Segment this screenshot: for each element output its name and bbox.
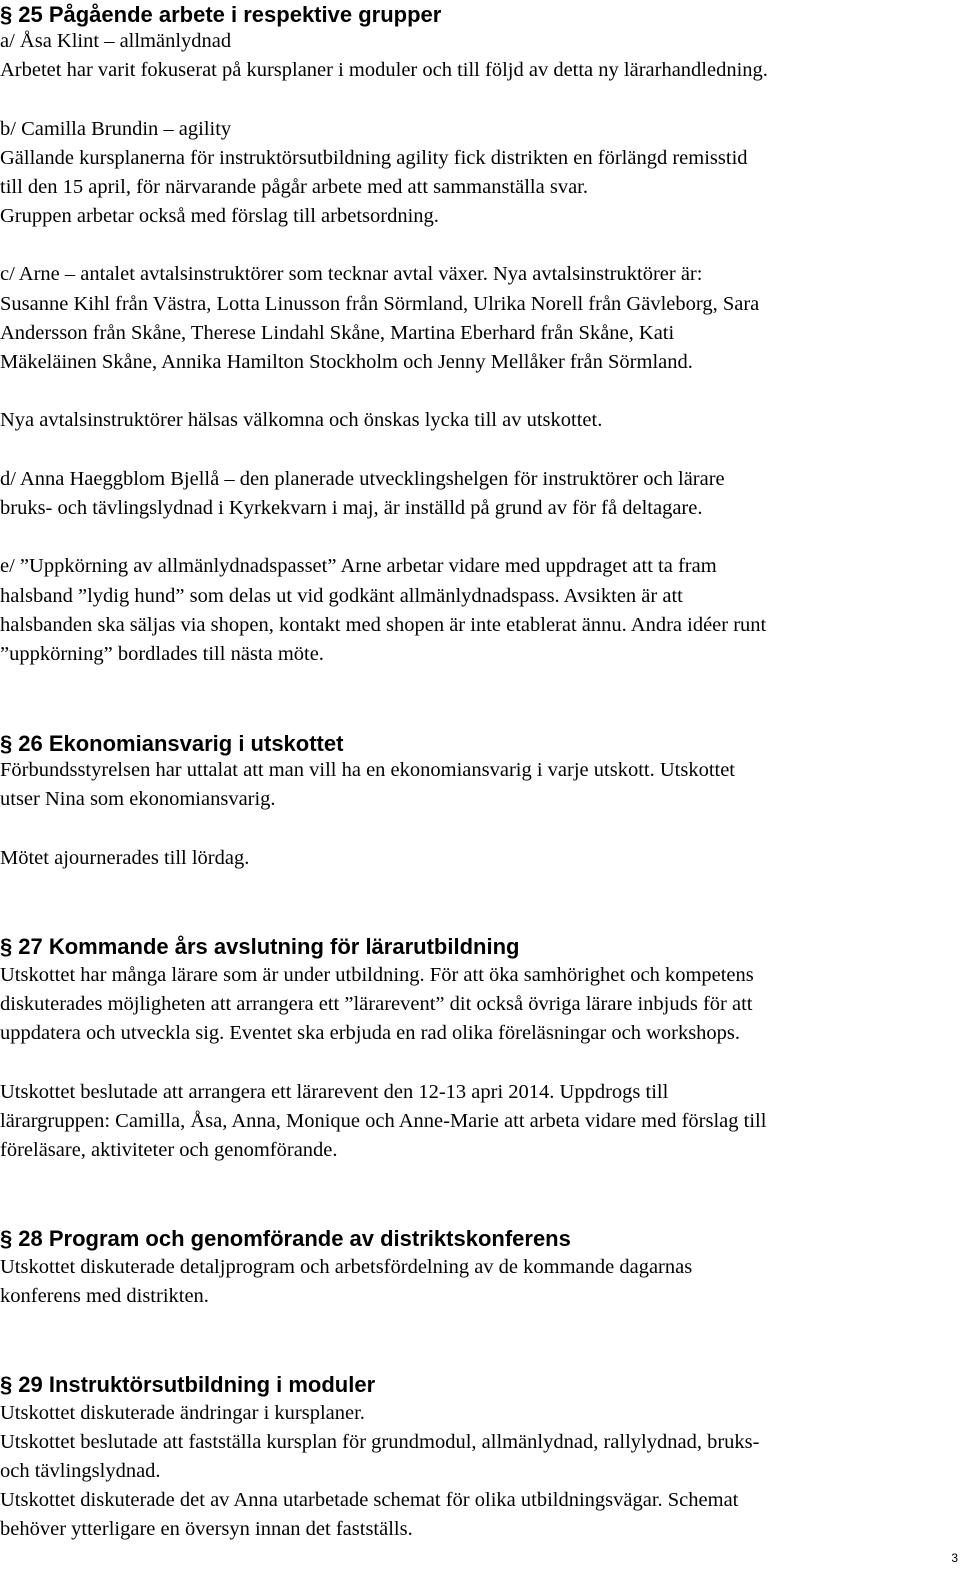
section-mark: § (0, 2, 13, 27)
page-number: 3 (951, 1551, 958, 1565)
section-29-line: Utskottet diskuterade ändringar i kursplaner. (0, 1402, 365, 1424)
section-27-line: lärargruppen: Camilla, Åsa, Anna, Monique och Anne-Marie att arbeta vidare med förslag till (0, 1110, 767, 1132)
section-25-line: b/ Camilla Brundin – agility (0, 118, 232, 140)
section-27-line: uppdatera och utveckla sig. Eventet ska erbjuda en rad olika föreläsningar och workshops. (0, 1022, 741, 1044)
section-25-line: d/ Anna Haeggblom Bjellå – den planerade utvecklingshelgen för instruktörer och lärare (0, 468, 725, 490)
section-29-line: Utskottet diskuterade det av Anna utarbetade schemat för olika utbildningsvägar. Schemat (0, 1489, 739, 1511)
section-29-heading (0, 1370, 375, 1399)
section-28-line: konferens med distrikten. (0, 1285, 209, 1307)
section-27-line: föreläsare, aktiviteter och genomförande. (0, 1139, 338, 1161)
section-25-line: Arbetet har varit fokuserat på kursplaner i moduler och till följd av detta ny lärarhandledning. (0, 59, 768, 81)
section-mark: § (0, 731, 13, 756)
section-26-line: utser Nina som ekonomiansvarig. (0, 788, 276, 810)
section-25-line: Gruppen arbetar också med förslag till arbetsordning. (0, 205, 439, 227)
section-26-line: Mötet ajournerades till lördag. (0, 847, 250, 869)
section-27-heading (0, 932, 519, 961)
section-25-line: bruks- och tävlingslydnad i Kyrkekvarn i maj, är inställd på grund av för få deltagare. (0, 497, 703, 519)
section-25-line: ”uppkörning” bordlades till nästa möte. (0, 643, 324, 665)
section-29-title: 29 Instruktörsutbildning i moduler (18, 1372, 376, 1397)
section-29-line: behöver ytterligare en översyn innan det fastställs. (0, 1518, 413, 1540)
section-25-line: a/ Åsa Klint – allmänlydnad (0, 30, 232, 52)
section-25-line: till den 15 april, för närvarande pågår arbete med att sammanställa svar. (0, 176, 589, 198)
section-29-line: och tävlingslydnad. (0, 1460, 161, 1482)
section-25-line: c/ Arne – antalet avtalsinstruktörer som tecknar avtal växer. Nya avtalsinstruktörer är: (0, 263, 703, 285)
section-28-heading (0, 1224, 571, 1253)
section-25-line: Gällande kursplanerna för instruktörsutbildning agility fick distrikten en förlängd remisstid (0, 147, 748, 169)
section-25-line: Nya avtalsinstruktörer hälsas välkomna och önskas lycka till av utskottet. (0, 409, 603, 431)
section-mark: § (0, 934, 13, 959)
section-27-line: Utskottet beslutade att arrangera ett lärarevent den 12-13 apri 2014. Uppdrogs till (0, 1081, 669, 1103)
section-25-line: Susanne Kihl från Västra, Lotta Linusson från Sörmland, Ulrika Norell från Gävleborg, Sara (0, 293, 760, 315)
section-28-title: 28 Program och genomförande av distriktskonferens (18, 1226, 571, 1251)
section-26-heading (0, 729, 343, 758)
section-27-line: Utskottet har många lärare som är under utbildning. För att öka samhörighet och kompetens (0, 964, 754, 986)
section-27-line: diskuterades möjligheten att arrangera ett ”lärarevent” dit också övriga lärare inbjuds för att (0, 993, 753, 1015)
section-mark: § (0, 1372, 13, 1397)
section-mark: § (0, 1226, 13, 1251)
section-25-line: halsband ”lydig hund” som delas ut vid godkänt allmänlydnadspass. Avsikten är att (0, 585, 683, 607)
section-25-line: e/ ”Uppkörning av allmänlydnadspasset” Arne arbetar vidare med uppdraget att ta fram (0, 555, 717, 577)
section-26-title: 26 Ekonomiansvarig i utskottet (18, 731, 344, 756)
section-25-line: Andersson från Skåne, Therese Lindahl Skåne, Martina Eberhard från Skåne, Kati (0, 322, 675, 344)
section-29-line: Utskottet beslutade att fastställa kursplan för grundmodul, allmänlydnad, rallylydnad, bruks- (0, 1431, 760, 1453)
section-27-title: 27 Kommande års avslutning för lärarutbildning (18, 934, 520, 959)
section-25-title: 25 Pågående arbete i respektive grupper (18, 2, 442, 27)
section-25-line: halsbanden ska säljas via shopen, kontakt med shopen är inte etablerat ännu. Andra idéer runt (0, 614, 767, 636)
section-25-heading (0, 0, 441, 29)
section-28-line: Utskottet diskuterade detaljprogram och arbetsfördelning av de kommande dagarnas (0, 1256, 693, 1278)
section-26-line: Förbundsstyrelsen har uttalat att man vill ha en ekonomiansvarig i varje utskott. Utskottet (0, 759, 736, 781)
section-25-line: Mäkeläinen Skåne, Annika Hamilton Stockholm och Jenny Mellåker från Sörmland. (0, 351, 693, 373)
